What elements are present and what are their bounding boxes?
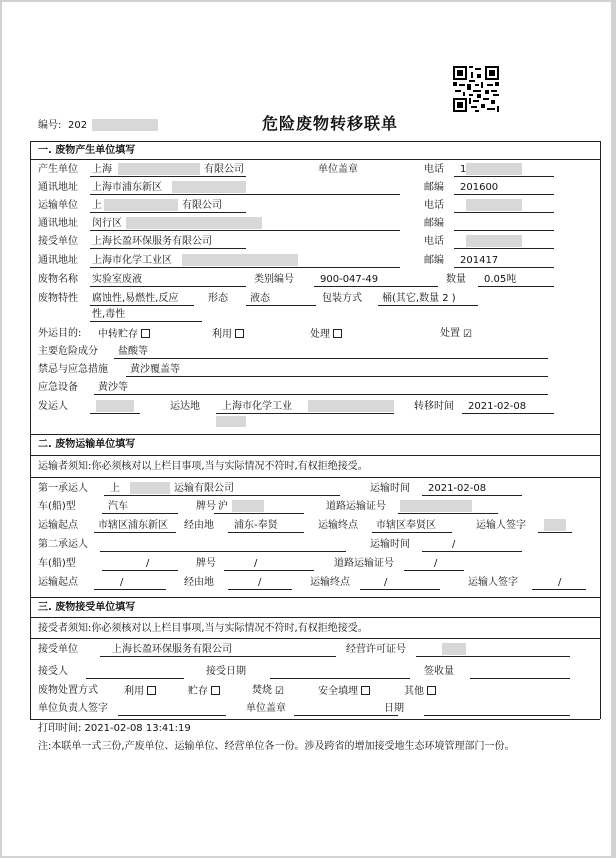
phone-label: 电话 bbox=[424, 236, 444, 247]
divider bbox=[30, 477, 600, 478]
seal-label: 单位盖章 bbox=[318, 164, 358, 175]
redacted-block bbox=[442, 643, 466, 655]
underline bbox=[294, 715, 398, 716]
hazard-label: 主要危险成分 bbox=[38, 346, 98, 357]
section1-heading: 一. 废物产生单位填写 bbox=[38, 145, 136, 156]
slash: / bbox=[146, 558, 150, 569]
underline bbox=[100, 656, 336, 657]
redacted-block bbox=[96, 400, 134, 412]
receive-date-label: 接受日期 bbox=[206, 666, 246, 677]
option-label: 焚烧 bbox=[252, 685, 272, 696]
dest-label: 运达地 bbox=[170, 401, 200, 412]
underline bbox=[94, 532, 176, 533]
license-label: 经营许可证号 bbox=[346, 644, 406, 655]
option-label: 安全填埋 bbox=[318, 686, 358, 697]
transfer-time-label: 转移时间 bbox=[414, 401, 454, 412]
option-label: 利用 bbox=[124, 686, 144, 697]
permit-label-2: 道路运输证号 bbox=[334, 558, 394, 569]
underline bbox=[454, 267, 554, 268]
disposal-opt-other bbox=[404, 686, 436, 697]
equip-label: 应急设备 bbox=[38, 382, 78, 393]
divider bbox=[30, 597, 600, 598]
checkbox-store[interactable] bbox=[211, 686, 220, 695]
divider bbox=[30, 434, 600, 435]
transport-time-label: 运输时间 bbox=[370, 483, 410, 494]
underline bbox=[126, 376, 548, 377]
checkbox-landfill[interactable] bbox=[361, 686, 370, 695]
underline bbox=[90, 305, 194, 306]
transporter-label: 运输单位 bbox=[38, 200, 78, 211]
pack-label: 包装方式 bbox=[322, 293, 362, 304]
underline bbox=[90, 248, 246, 249]
redacted-block bbox=[126, 217, 262, 229]
transporter-start: 上 bbox=[92, 200, 102, 211]
underline bbox=[90, 212, 246, 213]
serial-value: 202 bbox=[68, 120, 88, 131]
property-line2: 性,毒性 bbox=[92, 309, 126, 320]
underline bbox=[372, 532, 452, 533]
purpose-opt-use bbox=[212, 329, 244, 340]
checkbox-dispose[interactable]: ☑ bbox=[463, 329, 472, 340]
dest-value: 上海市化学工业 bbox=[222, 401, 292, 412]
start-value: 市辖区浦东新区 bbox=[98, 520, 168, 531]
underline bbox=[90, 230, 400, 231]
transporter-end: 有限公司 bbox=[182, 200, 222, 211]
checkbox-transfer[interactable] bbox=[141, 329, 150, 338]
transport-time-value: 2021-02-08 bbox=[428, 483, 487, 494]
checkbox-treat[interactable] bbox=[333, 329, 342, 338]
sign-label-2: 运输人签字 bbox=[468, 577, 518, 588]
plate-value: 沪 bbox=[218, 501, 228, 512]
waste-name: 实验室废液 bbox=[92, 274, 142, 285]
underline bbox=[398, 513, 498, 514]
underline bbox=[90, 413, 140, 414]
property-label: 废物特性 bbox=[38, 293, 78, 304]
vehicle-value: 汽车 bbox=[108, 501, 128, 512]
underline bbox=[454, 248, 554, 249]
redacted-block bbox=[104, 199, 178, 211]
plate-label: 牌号 bbox=[196, 501, 216, 512]
print-time: 打印时间: 2021-02-08 13:41:19 bbox=[38, 723, 191, 734]
divider bbox=[30, 159, 600, 160]
option-label: 利用 bbox=[212, 329, 232, 340]
start-label: 运输起点 bbox=[38, 520, 78, 531]
underline bbox=[270, 678, 410, 679]
purpose-opt-dispose bbox=[440, 329, 472, 339]
underline bbox=[90, 321, 202, 322]
underline bbox=[454, 176, 554, 177]
slash: / bbox=[254, 558, 258, 569]
underline bbox=[94, 589, 166, 590]
frame-left bbox=[30, 141, 31, 719]
redacted-block bbox=[466, 199, 522, 211]
shipper-label: 发运人 bbox=[38, 401, 68, 412]
receiver-address: 上海市化学工业区 bbox=[92, 255, 172, 266]
person-label: 接受人 bbox=[38, 666, 68, 677]
category-value: 900-047-49 bbox=[320, 274, 379, 285]
receiver-value: 上海长盈环保服务有限公司 bbox=[92, 236, 212, 247]
transporter-address: 闵行区 bbox=[92, 218, 122, 229]
underline bbox=[360, 589, 440, 590]
postcode-label: 邮编 bbox=[424, 218, 444, 229]
purpose-opt-transfer bbox=[98, 329, 150, 340]
slash: / bbox=[258, 577, 262, 588]
underline bbox=[90, 176, 246, 177]
option-label: 其他 bbox=[404, 686, 424, 697]
divider bbox=[30, 455, 600, 456]
head-sign-label: 单位负责人签字 bbox=[38, 703, 108, 714]
frame-bottom bbox=[30, 719, 600, 720]
slash: / bbox=[120, 577, 124, 588]
underline bbox=[378, 305, 478, 306]
phone-label: 电话 bbox=[424, 200, 444, 211]
redacted-block bbox=[130, 482, 170, 494]
postcode-label: 邮编 bbox=[424, 182, 444, 193]
equip-value: 黄沙等 bbox=[98, 382, 128, 393]
address-label: 通讯地址 bbox=[38, 255, 78, 266]
via-label: 经由地 bbox=[184, 520, 214, 531]
option-label: 处理 bbox=[310, 329, 330, 340]
underline bbox=[86, 678, 184, 679]
redacted-block bbox=[216, 416, 246, 427]
hazard-value: 盐酸等 bbox=[118, 346, 148, 357]
property-line1: 腐蚀性,易燃性,反应 bbox=[92, 293, 179, 304]
phone-label: 电话 bbox=[424, 164, 444, 175]
qr-code bbox=[453, 66, 499, 112]
underline bbox=[314, 286, 438, 287]
redacted-block bbox=[118, 163, 200, 175]
underline bbox=[102, 570, 178, 571]
producer-value-start: 上海 bbox=[92, 164, 112, 175]
section2-heading: 二. 废物运输单位填写 bbox=[38, 439, 136, 450]
underline bbox=[214, 513, 304, 514]
form-value: 液态 bbox=[250, 293, 270, 304]
serial-label: 编号: bbox=[38, 120, 62, 131]
producer-phone: 1 bbox=[460, 164, 467, 175]
end-label-2: 运输终点 bbox=[310, 577, 350, 588]
divider bbox=[30, 638, 600, 639]
slash: / bbox=[452, 539, 456, 550]
day-label: 日期 bbox=[384, 703, 404, 714]
slash: / bbox=[384, 577, 388, 588]
producer-label: 产生单位 bbox=[38, 164, 78, 175]
slash: / bbox=[434, 558, 438, 569]
section2-notice: 运输者须知:你必须核对以上栏目事项,当与实际情况不符时,有权拒绝接受。 bbox=[38, 461, 368, 472]
divider bbox=[30, 617, 600, 618]
quantity-value: 0.05吨 bbox=[484, 274, 517, 285]
checkbox-incinerate[interactable]: ☑ bbox=[275, 686, 284, 697]
first-carrier-start: 上 bbox=[110, 483, 120, 494]
underline bbox=[114, 358, 548, 359]
vehicle-label-2: 车(船)型 bbox=[38, 558, 76, 569]
producer-address: 上海市浦东新区 bbox=[92, 182, 162, 193]
disposal-opt-use bbox=[124, 686, 156, 697]
via-label-2: 经由地 bbox=[184, 577, 214, 588]
s3-receiver-value: 上海长盈环保服务有限公司 bbox=[112, 644, 232, 655]
frame-right bbox=[600, 141, 601, 719]
page-title: 危险废物转移联单 bbox=[262, 114, 399, 133]
underline bbox=[104, 495, 340, 496]
via-value: 浦东-奉贤 bbox=[234, 520, 278, 531]
underline bbox=[94, 394, 548, 395]
receiver-label: 接受单位 bbox=[38, 236, 78, 247]
pack-value: 桶(其它,数量 2 ) bbox=[382, 293, 456, 304]
underline bbox=[478, 286, 554, 287]
sign-label: 运输人签字 bbox=[476, 520, 526, 531]
form-label: 形态 bbox=[208, 293, 228, 304]
second-carrier-label: 第二承运人 bbox=[38, 539, 88, 550]
underline bbox=[422, 551, 522, 552]
underline bbox=[538, 532, 572, 533]
s3-seal-label: 单位盖章 bbox=[246, 703, 286, 714]
underline bbox=[228, 532, 304, 533]
disposal-opt-store bbox=[188, 686, 220, 697]
checkbox-other[interactable] bbox=[427, 686, 436, 695]
footer-note: 注:本联单一式三份,产废单位、运输单位、经营单位各一份。涉及跨省的增加接受地生态环境管理部门一份。 bbox=[38, 741, 515, 752]
disposal-opt-incinerate bbox=[252, 686, 284, 696]
underline bbox=[404, 570, 464, 571]
waste-name-label: 废物名称 bbox=[38, 274, 78, 285]
underline bbox=[422, 495, 522, 496]
purpose-label: 外运目的: bbox=[38, 328, 82, 339]
underline bbox=[100, 551, 346, 552]
plate-label-2: 牌号 bbox=[196, 558, 216, 569]
receiver-postcode: 201417 bbox=[460, 255, 499, 266]
section3-heading: 三. 废物接受单位填写 bbox=[38, 602, 136, 613]
section3-notice: 接受者须知:你必须核对以上栏目事项,当与实际情况不符时,有权拒绝接受。 bbox=[38, 623, 368, 634]
slash: / bbox=[558, 577, 562, 588]
underline bbox=[246, 305, 316, 306]
underline bbox=[470, 678, 570, 679]
first-carrier-end: 运输有限公司 bbox=[174, 483, 234, 494]
checkbox-use[interactable] bbox=[235, 329, 244, 338]
underline bbox=[454, 194, 554, 195]
category-label: 类别编号 bbox=[254, 274, 294, 285]
underline bbox=[102, 513, 178, 514]
redacted-block bbox=[182, 254, 298, 266]
address-label: 通讯地址 bbox=[38, 218, 78, 229]
underline bbox=[224, 570, 314, 571]
checkbox-use[interactable] bbox=[147, 686, 156, 695]
underline bbox=[416, 656, 570, 657]
option-label: 处置 bbox=[440, 328, 460, 339]
underline bbox=[90, 194, 400, 195]
underline bbox=[90, 286, 246, 287]
underline bbox=[532, 589, 586, 590]
redacted-block bbox=[172, 181, 246, 193]
underline bbox=[424, 715, 570, 716]
end-label: 运输终点 bbox=[318, 520, 358, 531]
amount-label: 签收量 bbox=[424, 666, 454, 677]
frame-top bbox=[30, 141, 600, 142]
purpose-opt-treat bbox=[310, 329, 342, 340]
vehicle-label: 车(船)型 bbox=[38, 501, 76, 512]
option-label: 贮存 bbox=[188, 686, 208, 697]
redacted-block bbox=[400, 500, 472, 512]
address-label: 通讯地址 bbox=[38, 182, 78, 193]
producer-value-end: 有限公司 bbox=[204, 164, 244, 175]
transfer-time-value: 2021-02-08 bbox=[468, 401, 527, 412]
end-value: 市辖区奉贤区 bbox=[376, 520, 436, 531]
underline bbox=[118, 715, 226, 716]
disposal-label: 废物处置方式 bbox=[38, 685, 98, 696]
redacted-block bbox=[544, 519, 566, 531]
postcode-label: 邮编 bbox=[424, 255, 444, 266]
start-label-2: 运输起点 bbox=[38, 577, 78, 588]
first-carrier-label: 第一承运人 bbox=[38, 483, 88, 494]
redacted-block bbox=[466, 235, 522, 247]
underline bbox=[216, 413, 394, 414]
quantity-label: 数量 bbox=[446, 274, 466, 285]
redacted-block bbox=[92, 119, 158, 131]
underline bbox=[454, 230, 554, 231]
transport-time-label-2: 运输时间 bbox=[370, 539, 410, 550]
redacted-block bbox=[308, 400, 394, 412]
underline bbox=[90, 267, 400, 268]
underline bbox=[462, 413, 554, 414]
underline bbox=[454, 212, 554, 213]
permit-label: 道路运输证号 bbox=[326, 501, 386, 512]
option-label: 中转贮存 bbox=[98, 329, 138, 340]
redacted-block bbox=[232, 500, 264, 512]
s3-receiver-label: 接受单位 bbox=[38, 644, 78, 655]
taboo-value: 黄沙覆盖等 bbox=[130, 364, 180, 375]
underline bbox=[228, 589, 292, 590]
producer-postcode: 201600 bbox=[460, 182, 499, 193]
disposal-opt-landfill bbox=[318, 686, 370, 697]
taboo-label: 禁忌与应急措施 bbox=[38, 364, 108, 375]
redacted-block bbox=[466, 163, 522, 175]
